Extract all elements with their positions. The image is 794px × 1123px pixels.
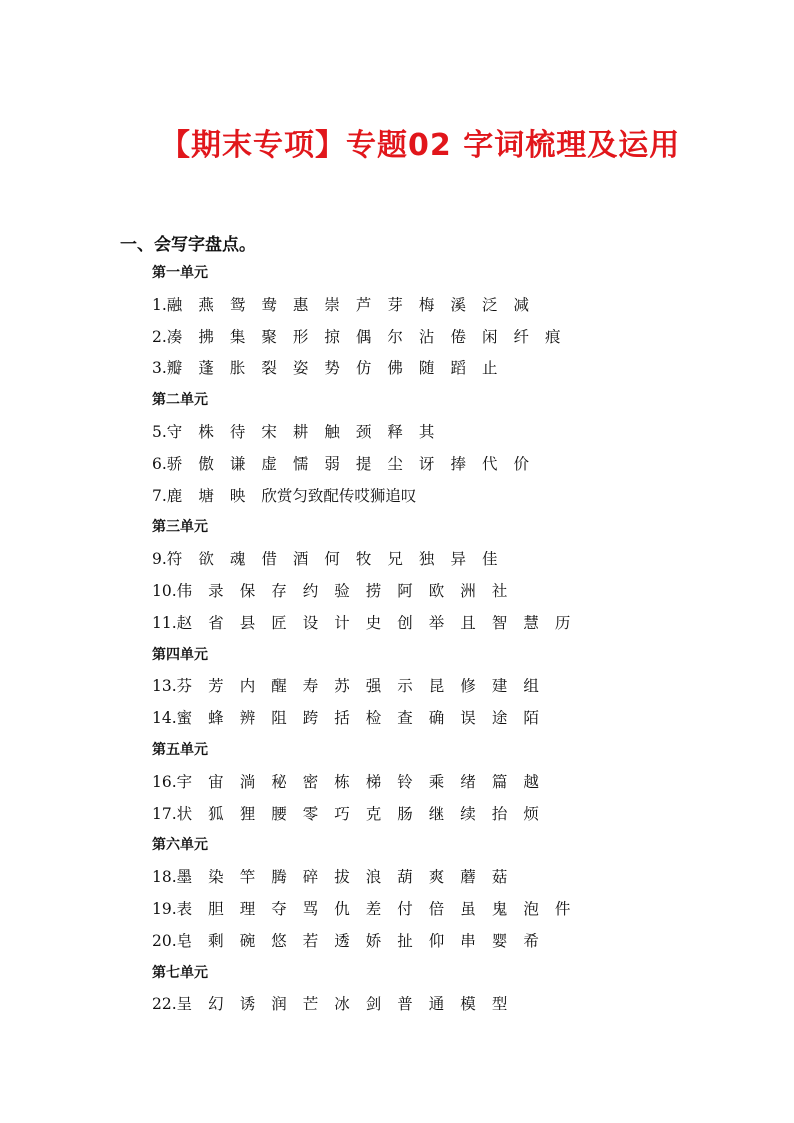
character: 计 <box>334 613 350 632</box>
character: 慧 <box>523 613 539 632</box>
character: 陌 <box>523 709 539 728</box>
character: 秘 <box>271 772 287 791</box>
document-title: 【期末专项】专题02 字词梳理及运用 <box>160 128 681 163</box>
character-row <box>152 544 752 576</box>
character: 栋 <box>334 772 350 791</box>
character-row <box>152 989 752 1021</box>
character: 提 <box>355 454 372 473</box>
row-number: 7. <box>152 486 167 505</box>
character: 随 <box>418 359 435 378</box>
character: 普 <box>397 995 413 1014</box>
character: 仰 <box>428 931 445 950</box>
character: 耕 <box>292 422 309 441</box>
character: 势 <box>324 359 340 378</box>
row-number: 16. <box>152 772 177 791</box>
character: 建 <box>491 677 508 696</box>
character: 沾 <box>418 327 435 346</box>
character: 呈 <box>176 995 193 1014</box>
character: 傲 <box>198 454 214 473</box>
character: 掠 <box>324 327 340 346</box>
row-number: 22. <box>152 995 177 1014</box>
character: 宇 <box>176 772 193 791</box>
character: 痕 <box>544 327 561 346</box>
character: 润 <box>271 995 287 1014</box>
character: 寿 <box>302 677 319 696</box>
character: 状 <box>176 804 193 823</box>
character: 融 <box>166 295 183 314</box>
character: 组 <box>523 677 539 696</box>
character: 代 <box>481 454 498 473</box>
character: 差 <box>365 899 382 918</box>
character: 史 <box>365 613 382 632</box>
character: 模 <box>460 995 476 1014</box>
character: 浪 <box>365 868 382 887</box>
character: 克 <box>365 804 382 823</box>
character: 纤 <box>513 327 529 346</box>
character: 谦 <box>229 454 246 473</box>
unit-title: 第三单元 <box>152 519 208 536</box>
character: 颈 <box>355 422 372 441</box>
character: 倦 <box>450 327 466 346</box>
character-row <box>152 481 752 513</box>
row-number: 20. <box>152 931 177 950</box>
character: 智 <box>491 613 508 632</box>
character: 表 <box>176 899 193 918</box>
row-number: 9. <box>152 550 167 569</box>
unit-title: 第五单元 <box>152 741 208 758</box>
character: 碗 <box>239 931 256 950</box>
character: 醒 <box>271 677 287 696</box>
character: 腾 <box>271 868 287 887</box>
character-row <box>152 894 752 926</box>
character: 仿 <box>355 359 372 378</box>
character: 借 <box>261 550 277 569</box>
character: 塘 <box>198 486 214 505</box>
unit-title: 第一单元 <box>152 265 208 281</box>
character: 扯 <box>397 931 413 950</box>
character: 省 <box>208 613 224 632</box>
character: 狐 <box>208 804 224 823</box>
character: 赵 <box>176 613 193 632</box>
row-number: 19. <box>152 899 177 918</box>
character: 理 <box>239 899 256 918</box>
character: 芦 <box>355 295 372 314</box>
character: 集 <box>229 327 246 346</box>
character-row <box>152 862 752 894</box>
character: 独 <box>418 550 435 569</box>
character: 皂 <box>176 931 193 950</box>
character: 骂 <box>302 899 319 918</box>
row-number: 2. <box>152 327 167 346</box>
character: 匠 <box>271 613 287 632</box>
character: 虽 <box>460 899 476 918</box>
character: 魂 <box>229 550 246 569</box>
character: 悠 <box>271 931 287 950</box>
character: 止 <box>481 359 498 378</box>
character: 验 <box>334 581 350 600</box>
character-row <box>152 290 752 322</box>
character: 捧 <box>450 454 466 473</box>
character: 续 <box>460 804 476 823</box>
character: 倍 <box>428 899 445 918</box>
character: 创 <box>397 613 413 632</box>
character: 诱 <box>239 995 256 1014</box>
character: 兄 <box>387 550 403 569</box>
character-row <box>152 417 752 449</box>
character: 虚 <box>261 454 277 473</box>
character: 社 <box>491 581 508 600</box>
character: 竿 <box>239 868 256 887</box>
character: 弱 <box>324 454 340 473</box>
character: 胆 <box>208 899 224 918</box>
character: 伟 <box>176 581 193 600</box>
character-row <box>152 576 752 608</box>
character: 闲 <box>481 327 498 346</box>
character: 鸳 <box>229 295 246 314</box>
character-row <box>152 608 752 640</box>
character: 宋 <box>261 422 277 441</box>
character: 巧 <box>334 804 350 823</box>
character: 婴 <box>491 931 508 950</box>
character: 修 <box>460 677 476 696</box>
character: 鹿 <box>166 486 183 505</box>
unit-title: 第二单元 <box>152 392 208 409</box>
character: 欲 <box>198 550 214 569</box>
character-row <box>152 767 752 799</box>
character: 菇 <box>491 868 508 887</box>
character: 密 <box>302 772 319 791</box>
character: 符 <box>166 550 183 569</box>
character: 串 <box>460 931 476 950</box>
character: 辨 <box>239 709 256 728</box>
character: 付 <box>397 899 413 918</box>
character: 其 <box>418 422 435 441</box>
character: 误 <box>460 709 476 728</box>
character: 且 <box>460 613 476 632</box>
character: 株 <box>198 422 214 441</box>
character: 佳 <box>481 550 498 569</box>
character: 若 <box>302 931 319 950</box>
character: 何 <box>324 550 340 569</box>
character: 录 <box>208 581 224 600</box>
character: 件 <box>554 899 571 918</box>
character: 透 <box>334 931 350 950</box>
character: 查 <box>397 709 413 728</box>
character: 芽 <box>387 295 403 314</box>
character: 释 <box>387 422 403 441</box>
character-row <box>152 671 752 703</box>
character: 尔 <box>387 327 403 346</box>
row-number: 1. <box>152 295 167 314</box>
character: 骄 <box>166 454 183 473</box>
character: 偶 <box>355 327 372 346</box>
character: 守 <box>166 422 183 441</box>
character: 零 <box>302 804 319 823</box>
character: 墨 <box>176 868 193 887</box>
row-number: 5. <box>152 422 167 441</box>
character: 宙 <box>208 772 224 791</box>
character: 肠 <box>397 804 413 823</box>
row-number: 10. <box>152 581 177 600</box>
character: 胀 <box>229 359 246 378</box>
character: 讶 <box>418 454 435 473</box>
character: 懦 <box>292 454 309 473</box>
character: 烦 <box>523 804 539 823</box>
character: 鬼 <box>491 899 508 918</box>
character: 芒 <box>302 995 319 1014</box>
character: 蜂 <box>208 709 224 728</box>
character: 待 <box>229 422 246 441</box>
character-row <box>152 703 752 735</box>
character: 酒 <box>292 550 309 569</box>
character: 昆 <box>428 677 445 696</box>
character: 梅 <box>418 295 435 314</box>
character: 蜜 <box>176 709 193 728</box>
character: 芳 <box>208 677 224 696</box>
character: 溪 <box>450 295 466 314</box>
character: 凑 <box>166 327 183 346</box>
character: 剑 <box>365 995 382 1014</box>
character-run: 欣赏匀致配传哎狮追叹 <box>261 486 417 505</box>
character: 狸 <box>239 804 256 823</box>
character: 梯 <box>365 772 382 791</box>
character: 示 <box>397 677 413 696</box>
character: 瓣 <box>166 359 183 378</box>
character: 葫 <box>397 868 413 887</box>
row-number: 13. <box>152 677 177 696</box>
character: 价 <box>513 454 529 473</box>
character: 异 <box>450 550 466 569</box>
character: 存 <box>271 581 287 600</box>
character: 历 <box>554 613 571 632</box>
row-number: 17. <box>152 804 177 823</box>
character: 仇 <box>334 899 350 918</box>
character: 剩 <box>208 931 224 950</box>
character: 跨 <box>302 709 319 728</box>
character: 蹈 <box>450 359 466 378</box>
character: 形 <box>292 327 309 346</box>
character: 聚 <box>261 327 277 346</box>
character: 娇 <box>365 931 382 950</box>
section-heading: 一、会写字盘点。 <box>120 235 256 255</box>
character: 确 <box>428 709 445 728</box>
character: 蓬 <box>198 359 214 378</box>
character: 型 <box>491 995 508 1014</box>
character: 裂 <box>261 359 277 378</box>
character: 县 <box>239 613 256 632</box>
character-row <box>152 926 752 958</box>
character: 捞 <box>365 581 382 600</box>
unit-title: 第四单元 <box>152 646 208 663</box>
character: 继 <box>428 804 445 823</box>
character: 苏 <box>334 677 350 696</box>
character: 幻 <box>208 995 224 1014</box>
character-row <box>152 799 752 831</box>
character: 检 <box>365 709 382 728</box>
character: 腰 <box>271 804 287 823</box>
character: 牧 <box>355 550 372 569</box>
character: 芬 <box>176 677 193 696</box>
character-row <box>152 449 752 481</box>
character: 乘 <box>428 772 445 791</box>
character: 崇 <box>324 295 340 314</box>
character: 惠 <box>292 295 309 314</box>
character: 洲 <box>460 581 476 600</box>
character: 约 <box>302 581 319 600</box>
character: 淌 <box>239 772 256 791</box>
character: 佛 <box>387 359 403 378</box>
character: 内 <box>239 677 256 696</box>
row-number: 18. <box>152 868 177 887</box>
character: 越 <box>523 772 539 791</box>
row-number: 14. <box>152 709 177 728</box>
character: 保 <box>239 581 256 600</box>
row-number: 3. <box>152 359 167 378</box>
character: 希 <box>523 931 539 950</box>
character: 冰 <box>334 995 350 1014</box>
unit-title: 第六单元 <box>152 837 208 854</box>
character: 阻 <box>271 709 287 728</box>
character: 铃 <box>397 772 413 791</box>
character-row <box>152 322 752 354</box>
character: 鸯 <box>261 295 277 314</box>
character-row <box>152 353 752 385</box>
character: 碎 <box>302 868 319 887</box>
character: 抬 <box>491 804 508 823</box>
character: 映 <box>229 486 246 505</box>
character: 篇 <box>491 772 508 791</box>
character: 拂 <box>198 327 214 346</box>
character: 拔 <box>334 868 350 887</box>
character: 蘑 <box>460 868 476 887</box>
character: 强 <box>365 677 382 696</box>
character: 阿 <box>397 581 413 600</box>
character: 欧 <box>428 581 445 600</box>
character: 泡 <box>523 899 539 918</box>
character: 尘 <box>387 454 403 473</box>
character: 燕 <box>198 295 214 314</box>
character: 括 <box>334 709 350 728</box>
unit-list <box>152 258 752 1021</box>
row-number: 6. <box>152 454 167 473</box>
character: 设 <box>302 613 319 632</box>
character: 触 <box>324 422 340 441</box>
character: 途 <box>491 709 508 728</box>
character: 减 <box>513 295 529 314</box>
character: 通 <box>428 995 445 1014</box>
character: 爽 <box>428 868 445 887</box>
character: 染 <box>208 868 224 887</box>
character: 姿 <box>292 359 309 378</box>
row-number: 11. <box>152 613 177 632</box>
character: 泛 <box>481 295 498 314</box>
character: 绪 <box>460 772 476 791</box>
character: 夺 <box>271 899 287 918</box>
character: 举 <box>428 613 445 632</box>
unit-title: 第七单元 <box>152 964 208 981</box>
